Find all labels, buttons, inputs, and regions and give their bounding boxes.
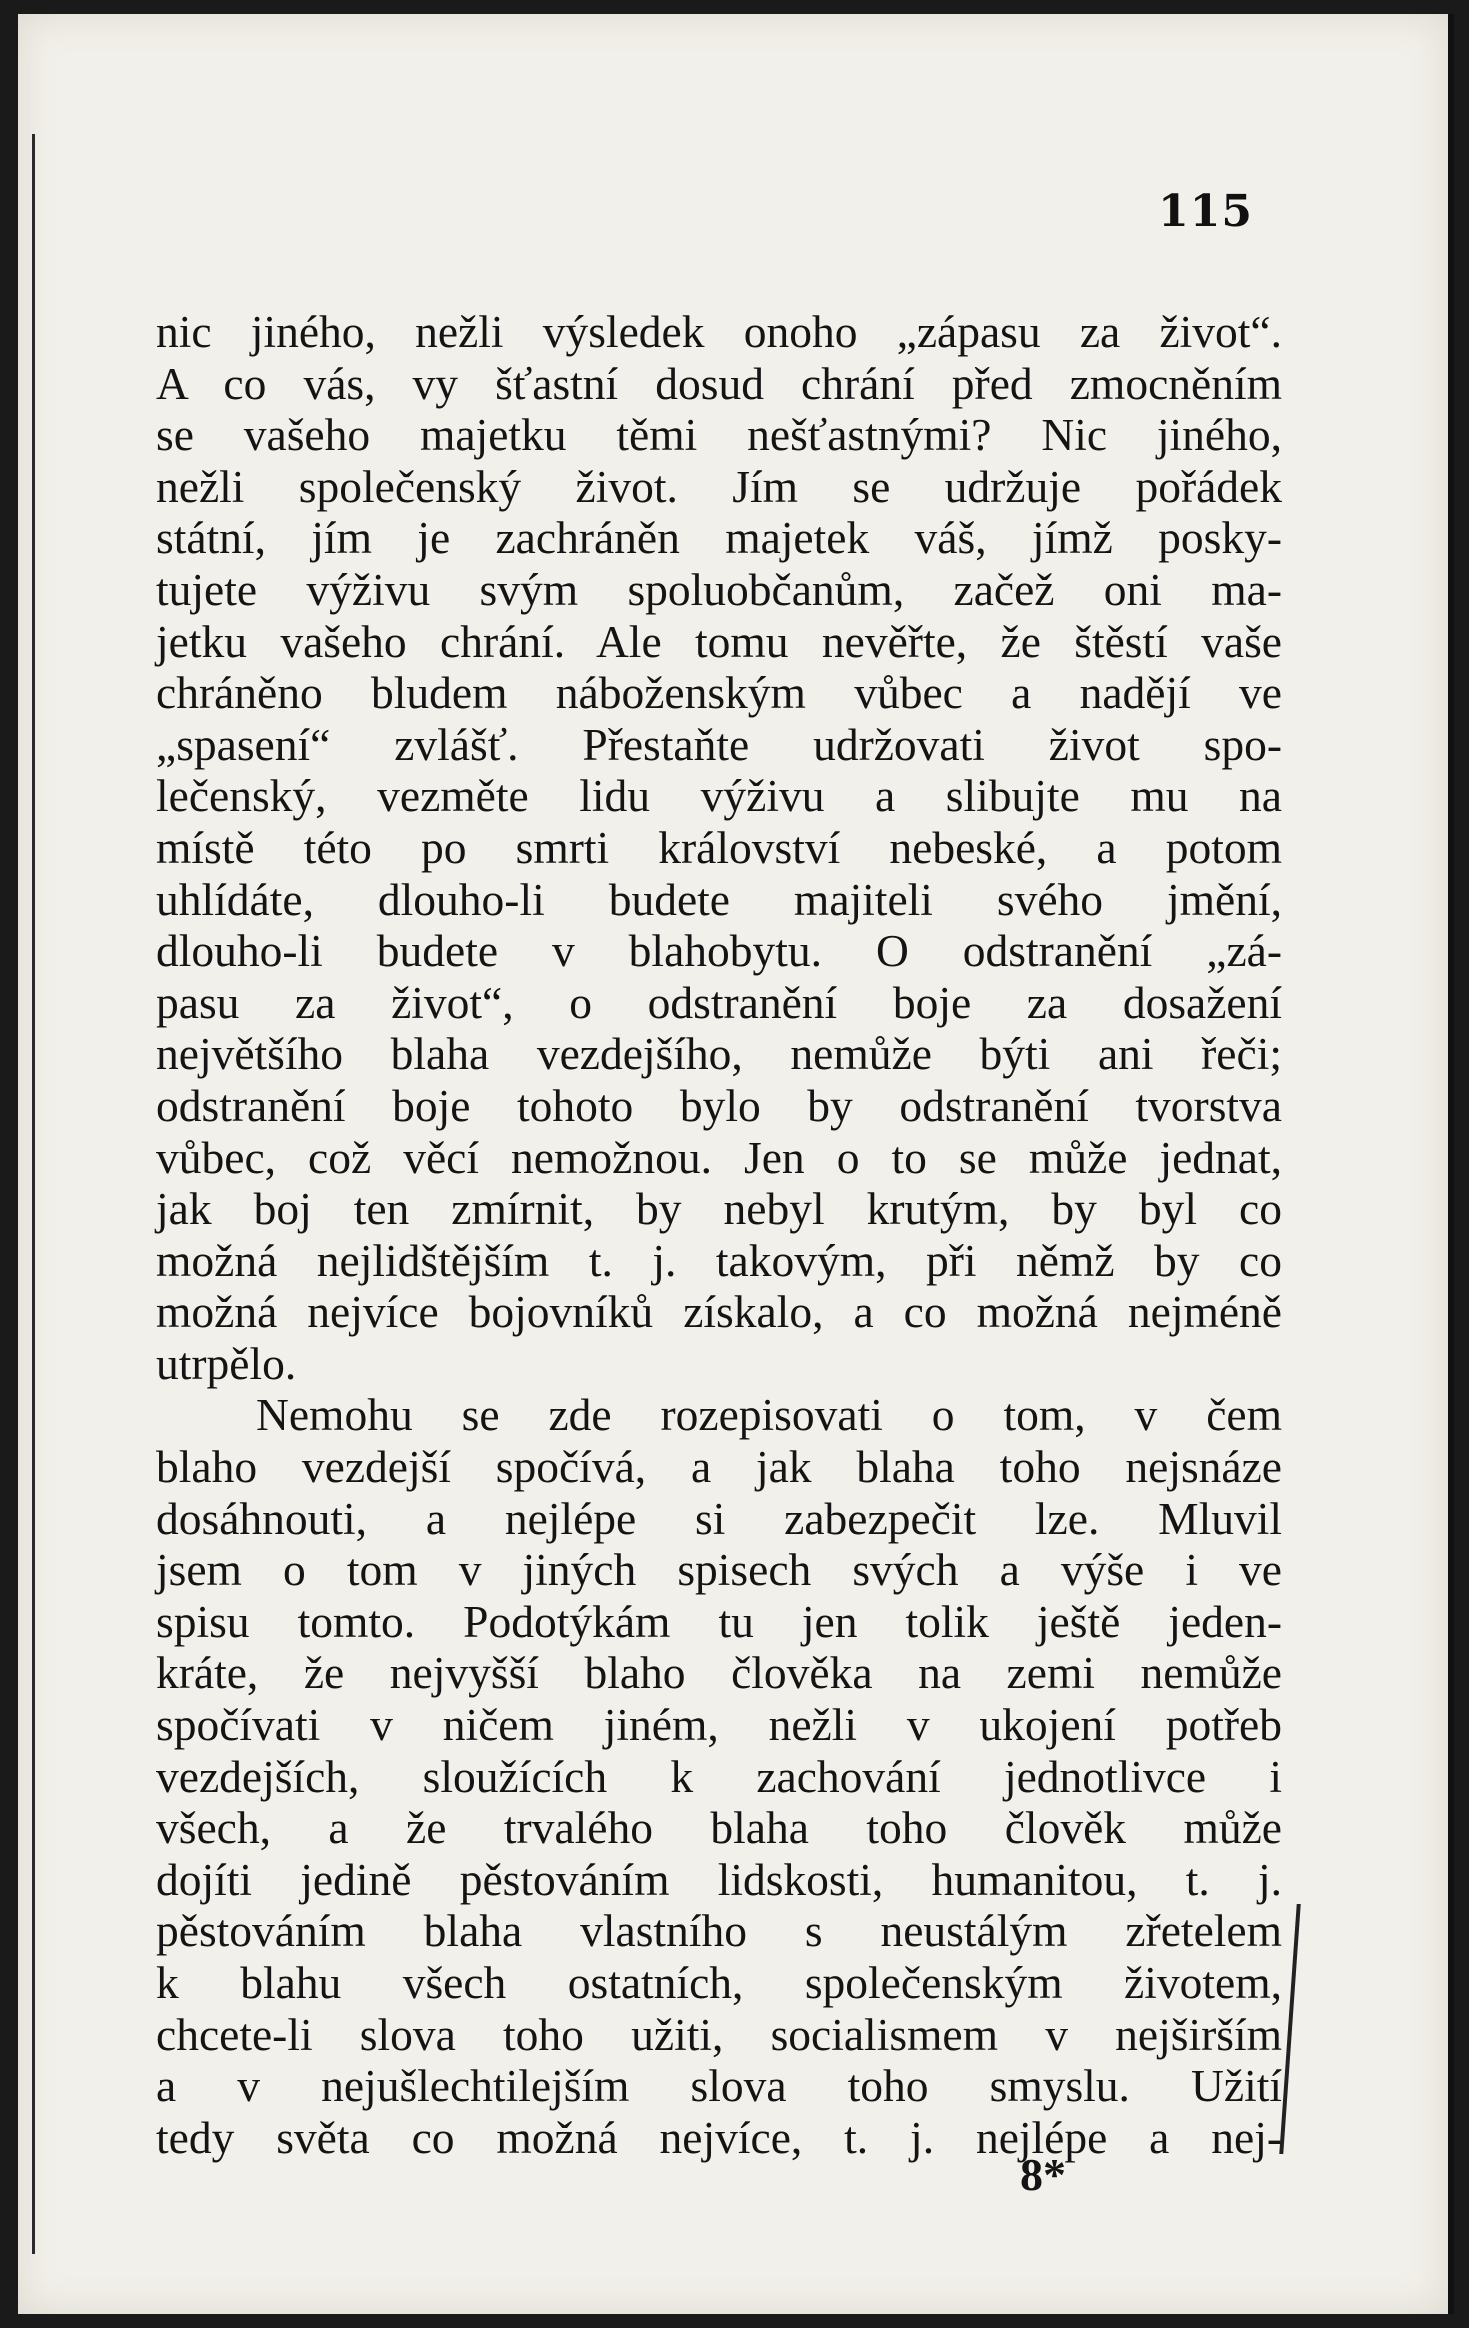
text-line: jetku vašeho chrání. Ale tomu nevěřte, že štěstí vaše <box>156 615 1282 667</box>
printer-signature: 8* <box>1020 2149 1066 2200</box>
text-line: dosáhnouti, a nejlépe si zabezpečit lze. Mluvil <box>156 1492 1282 1544</box>
text-line: pěstováním blaha vlastního s neustálým zřetelem <box>156 1905 1282 1957</box>
text-line: místě této po smrti království nebeské, a potom <box>156 821 1282 873</box>
text-line: dlouho-li budete v blahobytu. O odstranění „zá- <box>156 925 1282 977</box>
text-line: „spasení“ zvlášť. Přestaňte udržovati život spo- <box>156 718 1282 770</box>
text-line: blaho vezdejší spočívá, a jak blaha toho nejsnáze <box>156 1441 1282 1493</box>
text-line: vůbec, což věcí nemožnou. Jen o to se může jednat, <box>156 1131 1282 1183</box>
text-line: nic jiného, nežli výsledek onoho „zápasu za život“. <box>156 306 1282 357</box>
text-line: nežli společenský život. Jím se udržuje pořádek <box>156 460 1282 512</box>
text-line: jsem o tom v jiných spisech svých a výše i ve <box>156 1544 1282 1596</box>
text-line: utrpělo. <box>156 1337 297 1389</box>
text-line: k blahu všech ostatních, společenským životem, <box>156 1957 1282 2008</box>
text-line: tujete výživu svým spoluobčanům, začež oni ma- <box>156 563 1282 615</box>
text-line: tedy světa co možná nejvíce, t. j. nejlépe a nej- <box>156 2111 1282 2163</box>
text-line: a v nejušlechtilejším slova toho smyslu. Užití <box>156 2060 1282 2112</box>
text-line: kráte, že nejvyšší blaho člověka na zemi nemůže <box>156 1647 1282 1699</box>
text-line: uhlídáte, dlouho-li budete majiteli svého jmění, <box>156 873 1282 925</box>
text-line: lečenský, vezměte lidu výživu a slibujte mu na <box>156 770 1282 822</box>
text-line: jak boj ten zmírnit, by nebyl krutým, by byl co <box>156 1183 1282 1235</box>
body-text <box>156 306 1282 2163</box>
text-line: Nemohu se zde rozepisovati o tom, v čem <box>256 1389 1282 1441</box>
text-line: největšího blaha vezdejšího, nemůže býti ani řeči; <box>156 1028 1282 1080</box>
text-line: vezdejších, sloužících k zachování jednotlivce i <box>156 1750 1282 1802</box>
text-line: spisu tomto. Podotýkám tu jen tolik ještě jeden- <box>156 1595 1282 1647</box>
text-line: chráněno bludem náboženským vůbec a nadějí ve <box>156 667 1282 719</box>
page-edge-line <box>32 134 35 2254</box>
text-line: možná nejlidštějším t. j. takovým, při němž by co <box>156 1234 1282 1286</box>
text-line: spočívati v ničem jiném, nežli v ukojení potřeb <box>156 1699 1282 1751</box>
text-line: A co vás, vy šťastní dosud chrání před zmocněním <box>156 357 1282 409</box>
text-line: státní, jím je zachráněn majetek váš, jímž posky- <box>156 512 1282 564</box>
text-line: odstranění boje tohoto bylo by odstranění tvorstva <box>156 1079 1282 1131</box>
text-line: chcete-li slova toho užiti, socialismem v nejširším <box>156 2008 1282 2060</box>
text-line: všech, a že trvalého blaha toho člověk může <box>156 1802 1282 1854</box>
margin-bracket-mark <box>1279 1904 1306 2154</box>
text-line: se vašeho majetku těmi nešťastnými? Nic jiného, <box>156 409 1282 461</box>
text-line: pasu za život“, o odstranění boje za dosažení <box>156 976 1282 1028</box>
book-page <box>18 14 1454 2314</box>
text-line: možná nejvíce bojovníků získalo, a co možná nejméně <box>156 1286 1282 1338</box>
text-line: dojíti jedině pěstováním lidskosti, humanitou, t. j. <box>156 1853 1282 1905</box>
page-number: 115 <box>1158 186 1253 237</box>
